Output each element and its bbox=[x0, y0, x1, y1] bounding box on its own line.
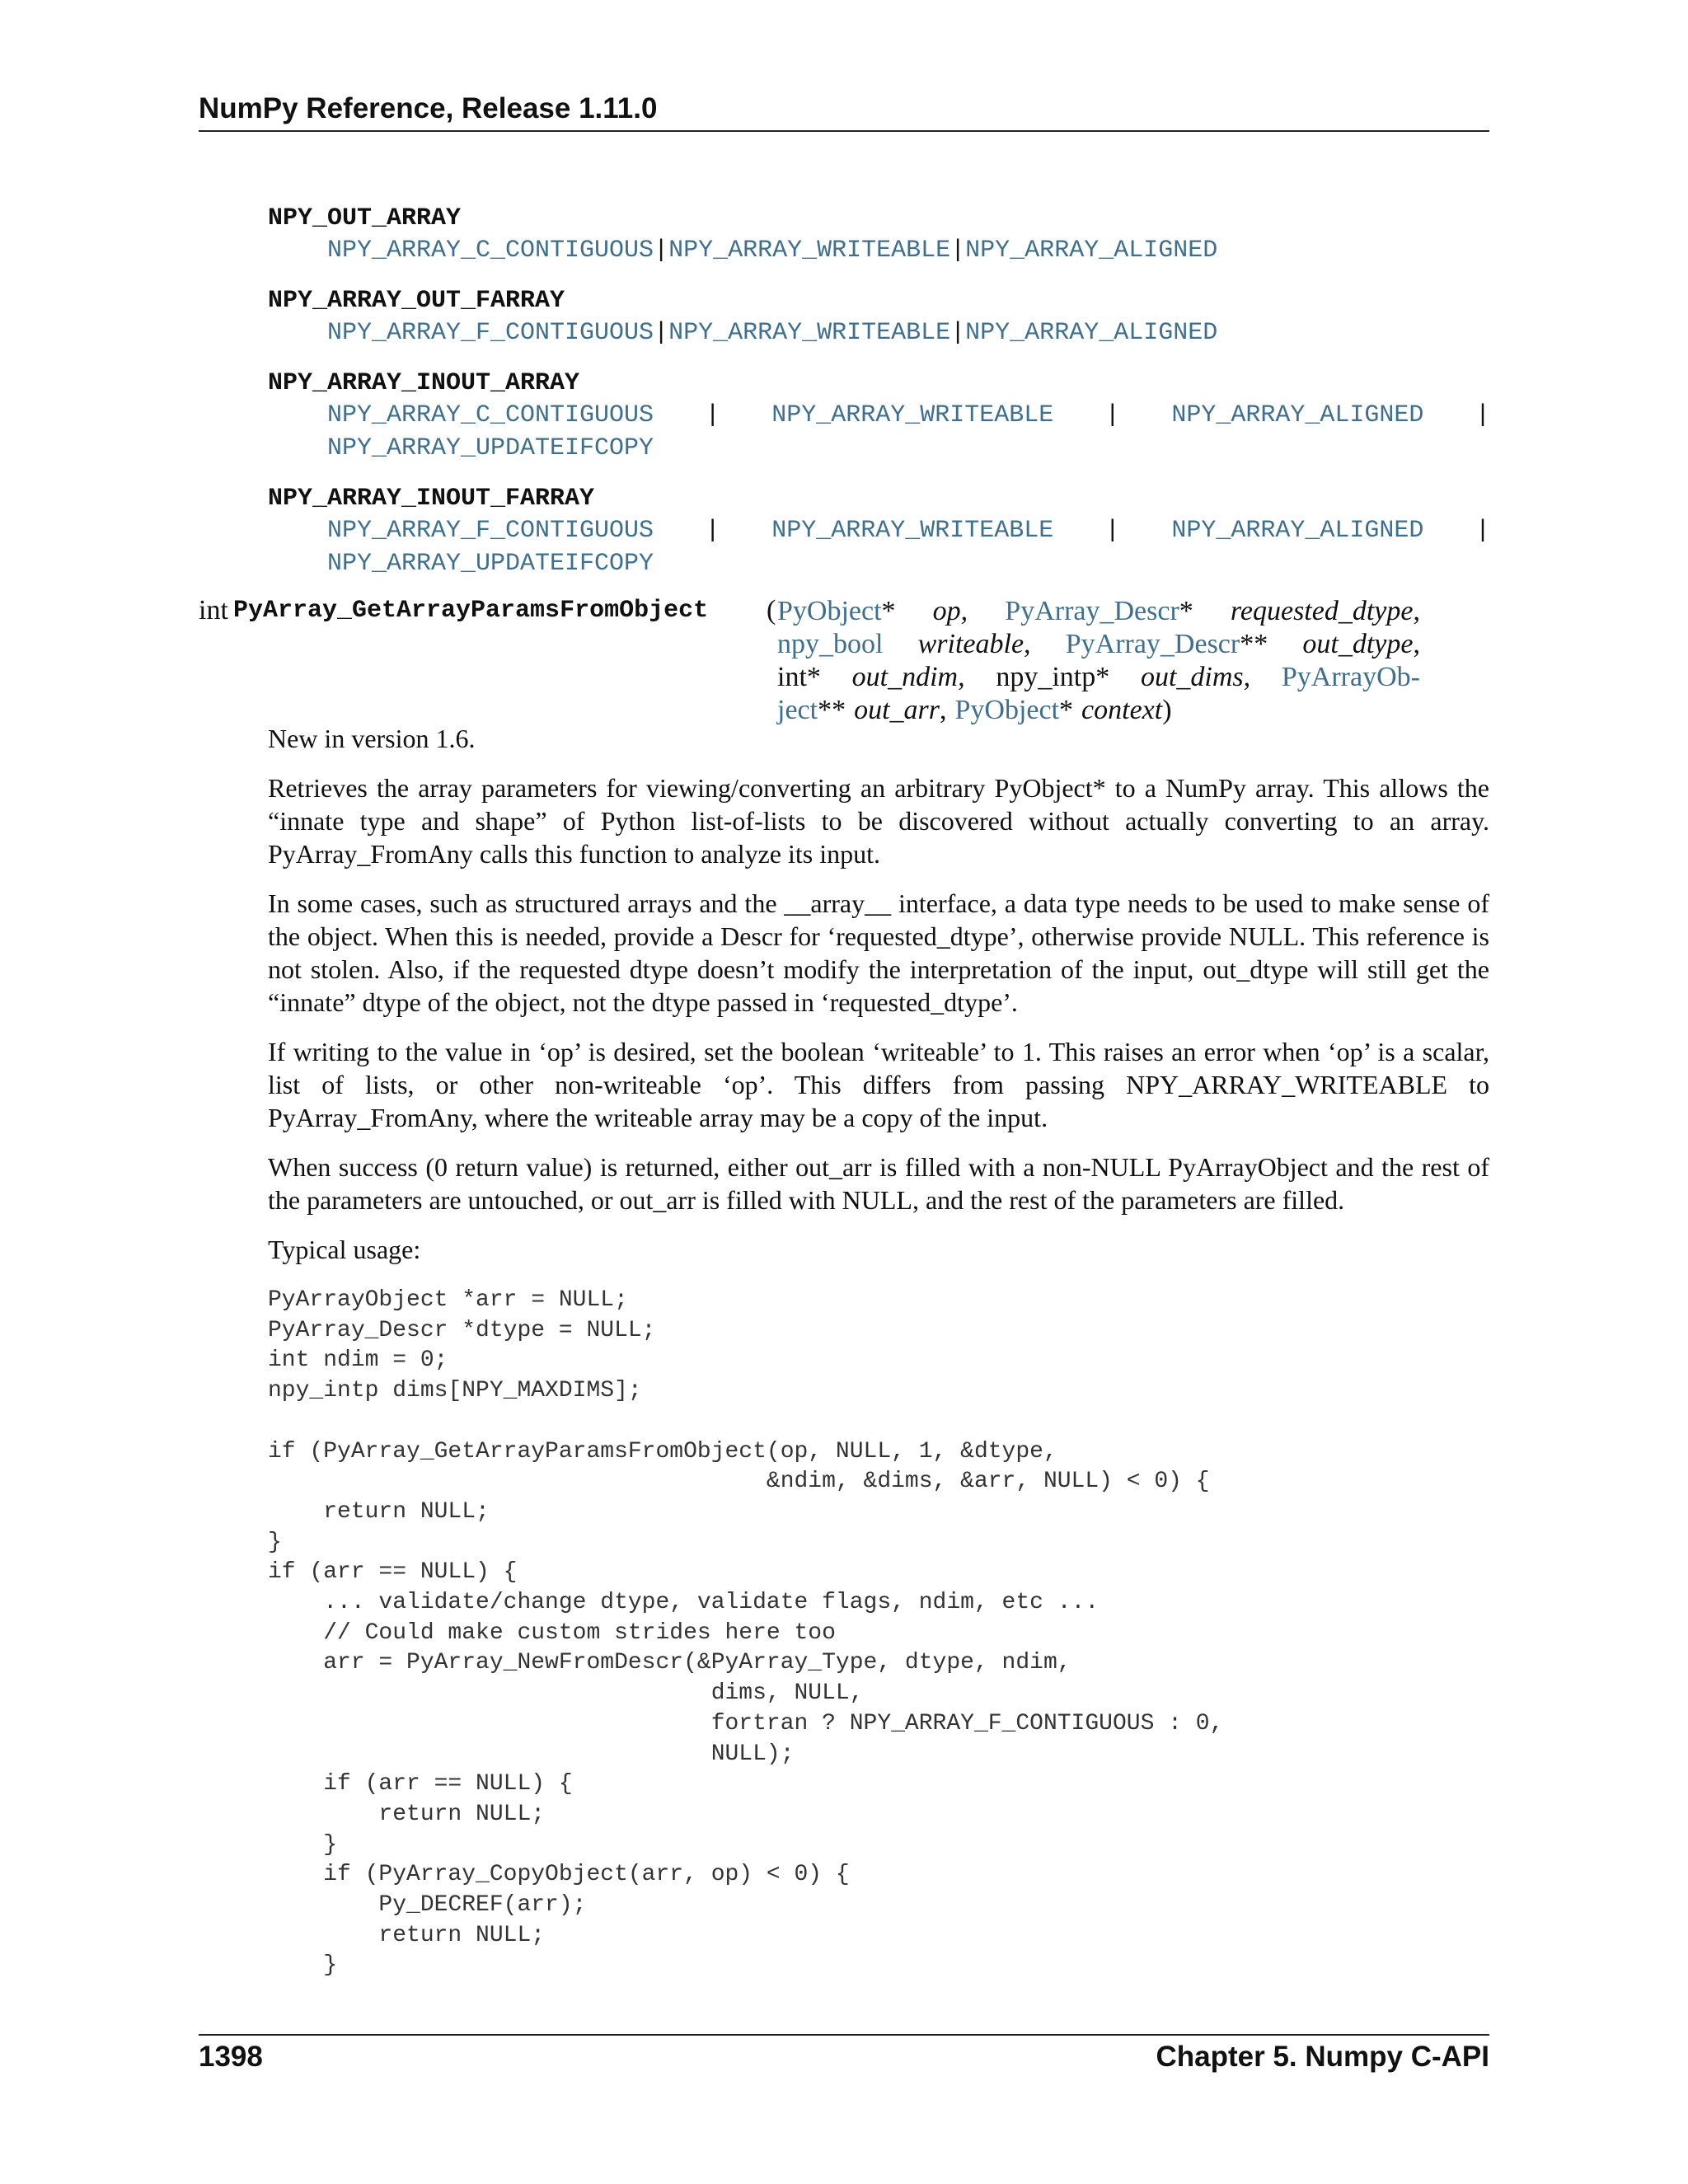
pointer-star: * bbox=[1059, 695, 1074, 725]
type-link[interactable]: PyArray_Descr bbox=[1005, 596, 1179, 626]
pointer-star: * bbox=[1179, 596, 1193, 626]
type-link[interactable]: PyArray_Descr bbox=[1065, 629, 1240, 659]
constant-definition bbox=[327, 316, 1490, 349]
constant-name: NPY_ARRAY_OUT_FARRAY bbox=[268, 287, 565, 315]
function-name: PyArray_GetArrayParamsFromObject bbox=[233, 597, 709, 625]
comma: , bbox=[1413, 629, 1420, 659]
param-name: context bbox=[1081, 695, 1163, 725]
constant-link[interactable]: NPY_ARRAY_ALIGNED bbox=[965, 237, 1218, 265]
constant-link[interactable]: NPY_ARRAY_UPDATEIFCOPY bbox=[327, 434, 654, 462]
paragraph-text: If writing to the value in ‘op’ is desired, set the boolean ‘writeable’ to 1. This raises an error when ‘op’ is a scalar, list of lists, or other non-writeable ‘op’. This differs from passing NPY_ARRAY_WRITEABLE to PyArray_FromAny, where the writeable array may be a copy of the input. bbox=[268, 1037, 1489, 1132]
constant-link[interactable]: NPY_ARRAY_WRITEABLE bbox=[668, 319, 951, 347]
constant-name: NPY_ARRAY_INOUT_ARRAY bbox=[268, 369, 580, 397]
pointer-star: ** bbox=[818, 695, 846, 725]
version-note: New in version 1.6. bbox=[268, 724, 476, 753]
comma: , bbox=[1413, 596, 1420, 626]
constant-link[interactable]: NPY_ARRAY_C_CONTIGUOUS bbox=[327, 401, 654, 429]
constant-name: NPY_ARRAY_INOUT_FARRAY bbox=[268, 485, 595, 513]
constant-link[interactable]: NPY_ARRAY_C_CONTIGUOUS bbox=[327, 237, 654, 265]
description-paragraph bbox=[268, 1035, 1489, 1134]
constant-definition bbox=[327, 234, 1490, 267]
param-type: npy_intp* bbox=[996, 662, 1110, 692]
separator: | bbox=[705, 401, 720, 429]
type-link[interactable]: PyObject bbox=[954, 695, 1060, 725]
constant-link[interactable]: NPY_ARRAY_ALIGNED bbox=[965, 319, 1218, 347]
constant-link[interactable]: NPY_ARRAY_UPDATEIFCOPY bbox=[327, 550, 654, 578]
comma: , bbox=[940, 695, 947, 725]
constant-link[interactable]: NPY_ARRAY_ALIGNED bbox=[1171, 517, 1424, 545]
constant-link[interactable]: NPY_ARRAY_WRITEABLE bbox=[771, 401, 1054, 429]
separator: | bbox=[654, 237, 669, 265]
paragraph-text: When success (0 return value) is returned, either out_arr is filled with a non-NULL PyArrayObject and the rest of the parameters are untouched, or out_arr is filled with NULL, and the rest of the parameters are filled. bbox=[268, 1152, 1489, 1215]
description-paragraph bbox=[268, 771, 1489, 870]
constant-link[interactable]: NPY_ARRAY_WRITEABLE bbox=[668, 237, 951, 265]
param-name: requested_dtype bbox=[1230, 596, 1414, 626]
constant-link[interactable]: NPY_ARRAY_WRITEABLE bbox=[771, 517, 1054, 545]
param-name: op, bbox=[932, 596, 968, 626]
pointer-star: ** bbox=[1240, 629, 1268, 659]
separator: | bbox=[654, 319, 669, 347]
param-type: int* bbox=[777, 662, 821, 692]
separator: | bbox=[1104, 401, 1120, 429]
pointer-star: * bbox=[881, 596, 896, 626]
page-number: 1398 bbox=[199, 2041, 263, 2073]
type-link[interactable]: PyObject bbox=[777, 596, 882, 626]
constant-link[interactable]: NPY_ARRAY_F_CONTIGUOUS bbox=[327, 517, 654, 545]
separator: | bbox=[1104, 517, 1120, 545]
param-name: out_dtype bbox=[1302, 629, 1414, 659]
page-header-title: NumPy Reference, Release 1.11.0 bbox=[199, 92, 658, 124]
open-paren: ( bbox=[767, 595, 776, 626]
close-paren: ) bbox=[1162, 695, 1172, 725]
paragraph-text: Retrieves the array parameters for viewing/converting an arbitrary PyObject* to a NumPy array. This allows the “innate type and shape” of Python list-of-lists to be discovered without actually converting to an array. PyArray_FromAny calls this function to analyze its input. bbox=[268, 773, 1489, 869]
description-paragraph bbox=[268, 887, 1489, 1019]
description-paragraph bbox=[268, 1151, 1489, 1216]
param-name: writeable, bbox=[917, 629, 1031, 659]
param-name: out_arr bbox=[854, 695, 940, 725]
type-link[interactable]: npy_bool bbox=[777, 629, 884, 659]
separator: | bbox=[1475, 401, 1490, 429]
param-name: out_ndim, bbox=[851, 662, 965, 692]
separator: | bbox=[950, 319, 966, 347]
function-return-type: int bbox=[199, 595, 228, 626]
constant-link[interactable]: NPY_ARRAY_ALIGNED bbox=[1171, 401, 1424, 429]
type-link[interactable]: PyArrayOb- bbox=[1281, 662, 1420, 692]
constant-definition bbox=[327, 514, 1490, 580]
separator: | bbox=[950, 237, 966, 265]
function-parameters bbox=[777, 595, 1420, 727]
separator: | bbox=[1475, 517, 1490, 545]
type-link[interactable]: ject bbox=[777, 695, 818, 725]
chapter-title: Chapter 5. Numpy C-API bbox=[1156, 2041, 1489, 2073]
param-name: out_dims, bbox=[1140, 662, 1251, 692]
constant-name: NPY_OUT_ARRAY bbox=[268, 204, 462, 232]
usage-label: Typical usage: bbox=[268, 1235, 421, 1264]
separator: | bbox=[705, 517, 720, 545]
footer-divider bbox=[199, 2034, 1489, 2036]
constant-link[interactable]: NPY_ARRAY_F_CONTIGUOUS bbox=[327, 319, 654, 347]
code-example: PyArrayObject *arr = NULL; PyArray_Descr *dtype = NULL; int ndim = 0; npy_intp dims[NPY_MAXDIMS]; if (PyArray_GetArrayParamsFromObject(op, NULL, 1, &dtype, &ndim, &dims, &arr, NULL) < 0) { return NULL; } if (arr == NULL) { ... validate/change dtype, validate flags, ndim, etc ... // Could make custom strides here too arr = PyArray_NewFromDescr(&PyArray_Type, dtype, ndim, dims, NULL, fortran ? NPY_ARRAY_F_CONTIGUOUS : 0, NULL); if (arr == NULL) { return NULL; } if (PyArray_CopyObject(arr, op) < 0) { Py_DECREF(arr); return NULL; } bbox=[268, 1287, 1224, 1979]
paragraph-text: In some cases, such as structured arrays and the __array__ interface, a data type needs to be used to make sense of the object. When this is needed, provide a Descr for ‘requested_dtype’, otherwise provide NULL. This reference is not stolen. Also, if the requested dtype doesn’t modify the interpretation of the input, out_dtype will still get the “innate” dtype of the object, not the dtype passed in ‘requested_dtype’. bbox=[268, 888, 1489, 1017]
constant-definition bbox=[327, 399, 1490, 465]
header-divider bbox=[199, 130, 1489, 132]
